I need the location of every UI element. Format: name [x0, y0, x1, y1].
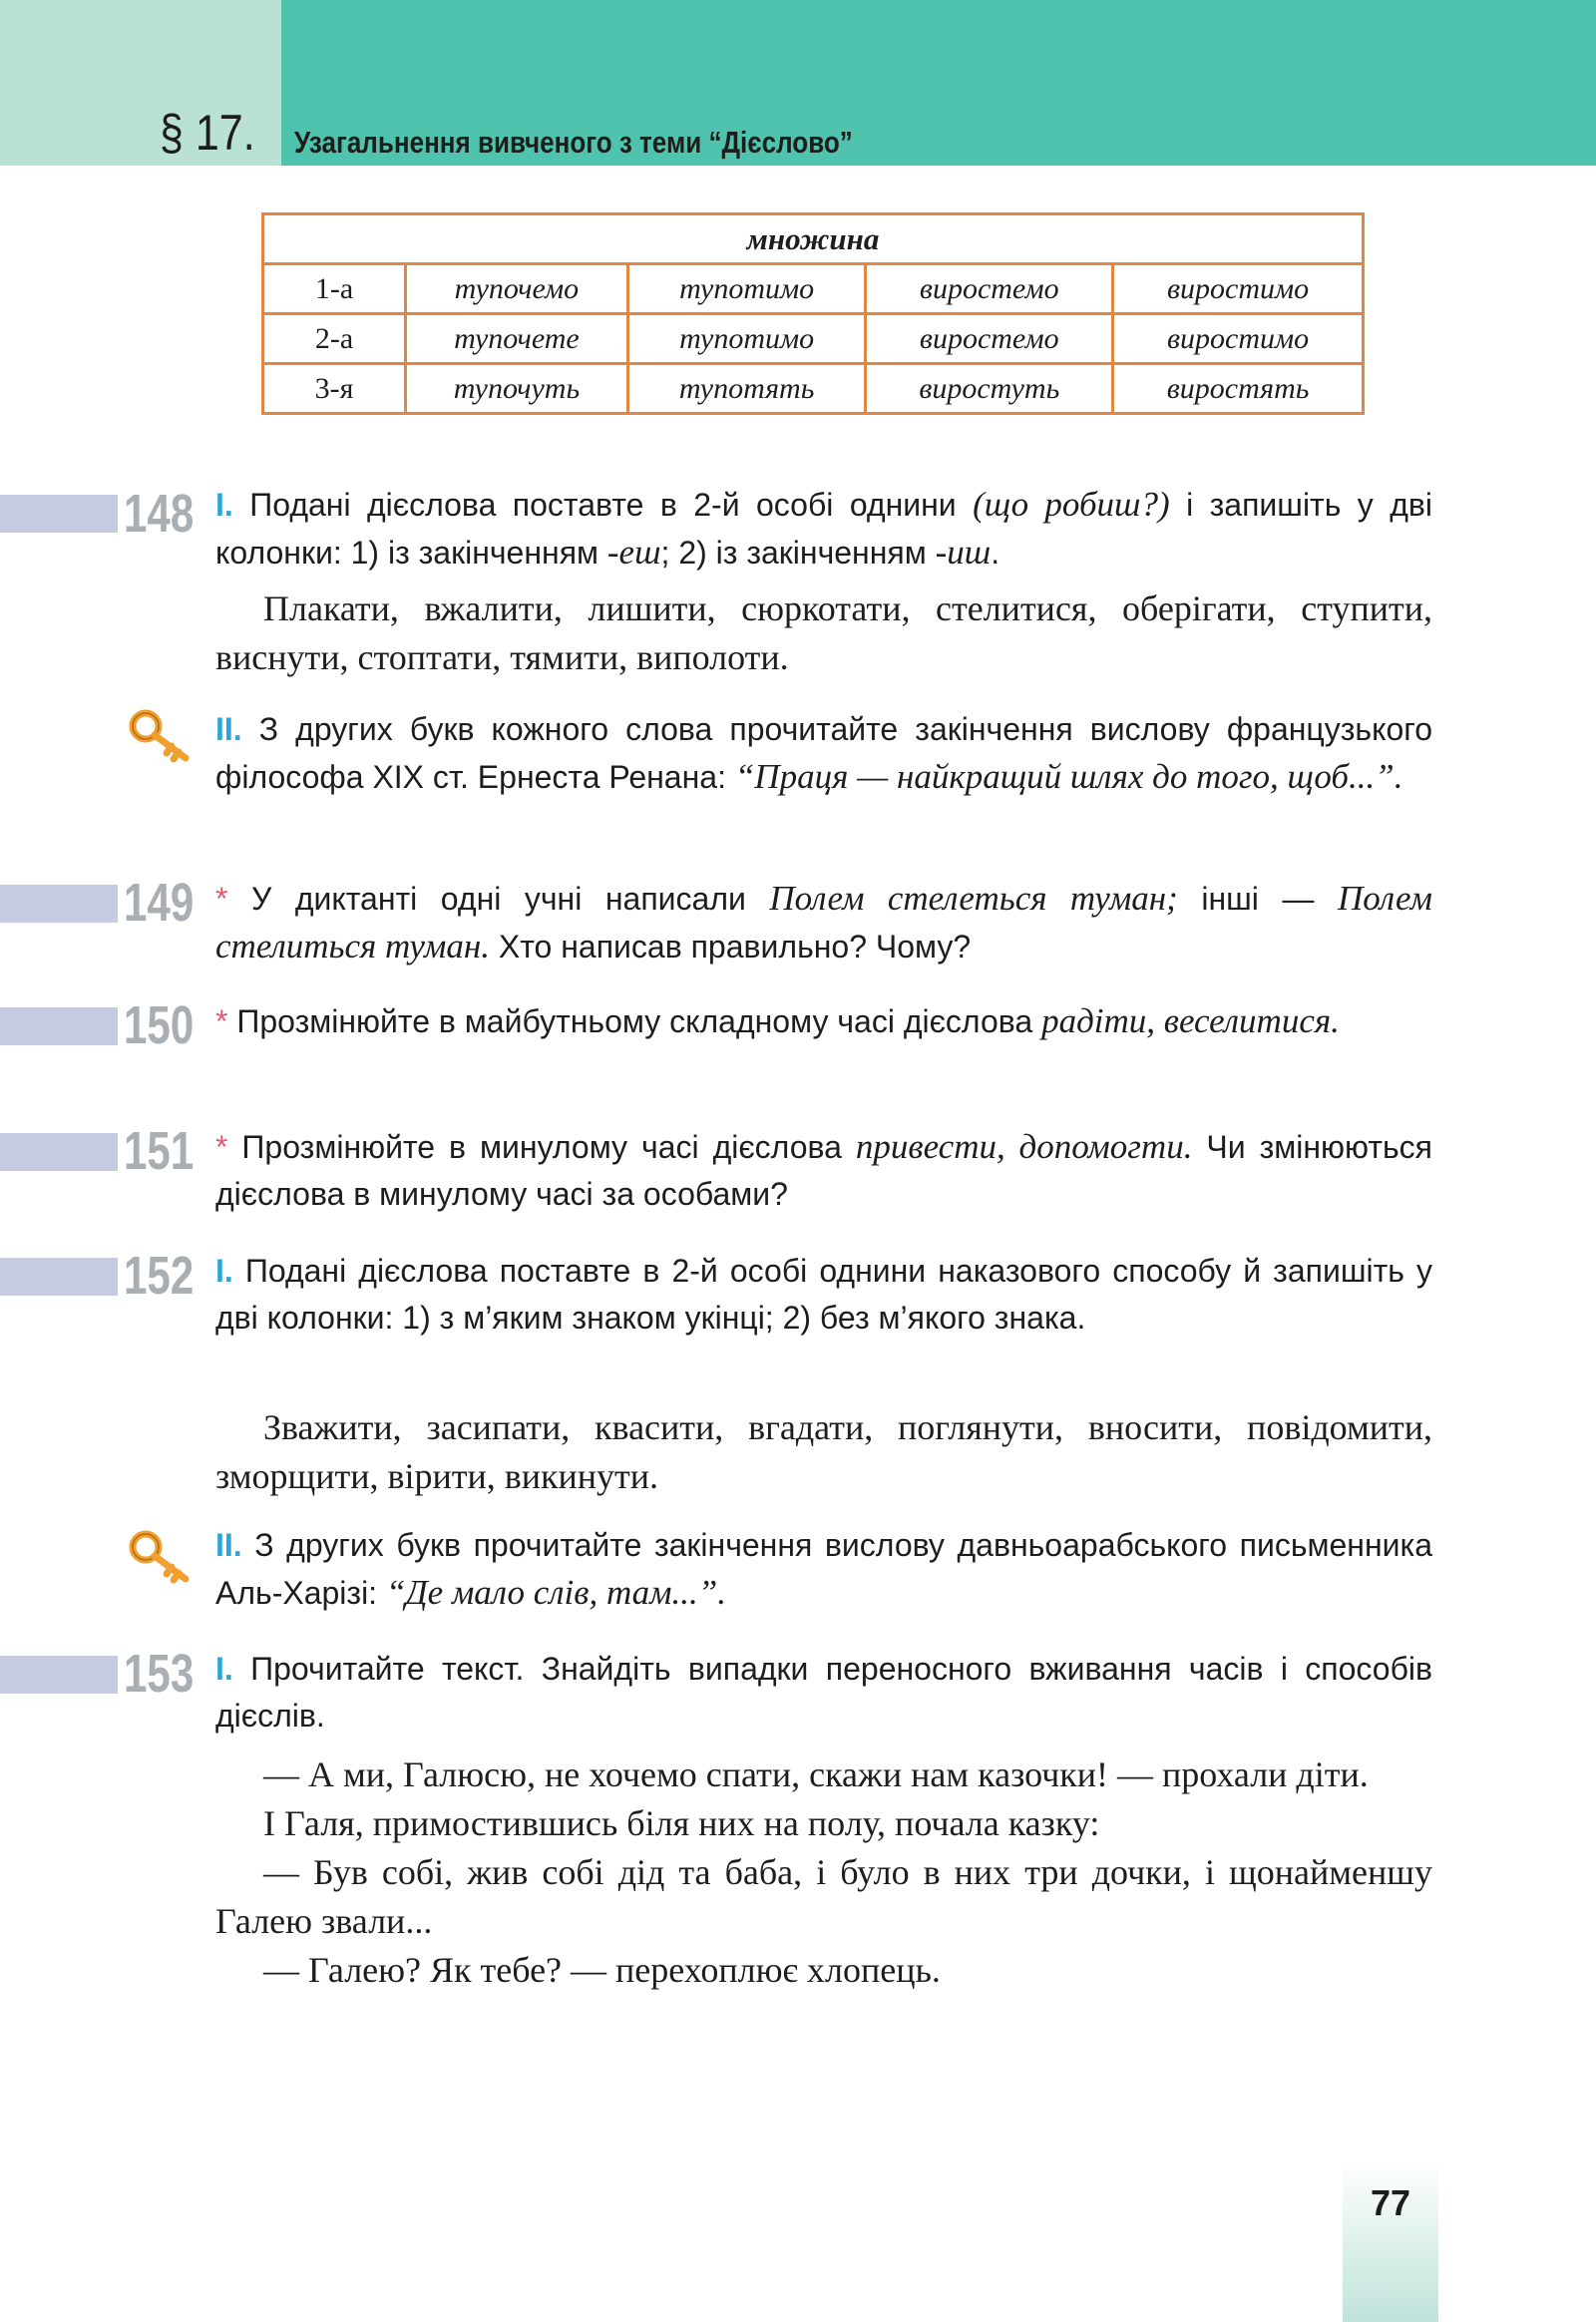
- exercise-152-part2: [215, 1522, 1432, 1617]
- roman-label: І.: [215, 1651, 233, 1687]
- table-cell-person: 1-а: [263, 264, 406, 314]
- exercise-number-149: 149: [124, 873, 195, 933]
- page-number: 77: [1370, 2182, 1411, 2223]
- exercise-148-part2: [215, 706, 1432, 801]
- exercise-153-text: [215, 1750, 1432, 1995]
- exercise-148-part1: [215, 481, 1432, 577]
- exercise-152-part1: [215, 1248, 1432, 1342]
- text-italic: -иш: [935, 533, 992, 572]
- text: Прочитайте текст. Знайдіть випадки переносного вживання часів і способів дієслів.: [215, 1651, 1433, 1734]
- section-title: Узагальнення вивченого з теми “Дієслово”: [294, 125, 853, 160]
- dialog-line: — Галею? Як тебе? — перехоплює хлопець.: [263, 1950, 941, 1990]
- exercise-bar: [0, 1007, 118, 1045]
- exercise-bar: [0, 1133, 118, 1171]
- text-italic: привести, допомогти.: [855, 1127, 1193, 1166]
- table-row: [263, 314, 1364, 364]
- exercise-bar: [0, 885, 118, 923]
- exercise-152-words: Зважити, засипати, квасити, вгадати, поглянути, вносити, повідомити, зморщити, вірити, викинути.: [215, 1407, 1432, 1496]
- text: З других букв прочитайте закінчення вислову давньоарабського письменника Аль-Харізі:: [215, 1527, 1433, 1611]
- text: У диктанті одні учні написали: [250, 881, 770, 917]
- text: ; 2) із закінченням: [660, 535, 936, 571]
- table-heading: множина: [263, 214, 1364, 264]
- text: Чи змінюються дієслова в минулому часі за особами?: [215, 1129, 1432, 1212]
- star-mark: *: [215, 881, 228, 917]
- roman-label: ІІ.: [215, 1527, 242, 1563]
- dialog-line: І Галя, примостившись біля них на полу, почала казку:: [263, 1803, 1100, 1843]
- text-italic: Полем стелеться туман;: [769, 879, 1178, 918]
- exercise-148-words: Плакати, вжалити, лишити, сюркотати, стелитися, оберігати, ступити, виснути, стоптати, тямити, виполоти.: [215, 588, 1432, 677]
- exercise-153-part1: [215, 1646, 1432, 1740]
- table-cell: виростуть: [866, 364, 1113, 414]
- exercise-bar: [0, 1656, 118, 1694]
- exercise-150-text: [215, 997, 1432, 1045]
- text-italic: Полем стелиться туман.: [215, 879, 1433, 966]
- table-cell: тупочемо: [406, 264, 628, 314]
- text: .: [991, 535, 1000, 571]
- quote-italic: “Праця — найкращий шлях до того, щоб...”.: [734, 757, 1403, 796]
- roman-label: І.: [215, 487, 233, 523]
- table-cell: виростимо: [1113, 264, 1364, 314]
- text-italic: радіти, веселитися.: [1041, 1001, 1340, 1040]
- text: Прозмінюйте в майбутньому складному часі дієслова: [236, 1003, 1042, 1039]
- text: і запишіть у дві колонки: 1) із закінченням: [215, 487, 1433, 571]
- table-row: [263, 364, 1364, 414]
- star-mark: *: [215, 1129, 228, 1165]
- text-italic: (що робиш?): [973, 485, 1170, 524]
- exercise-151-text: [215, 1123, 1432, 1218]
- table-cell: виростемо: [866, 264, 1113, 314]
- table-cell: виростять: [1113, 364, 1364, 414]
- section-number: § 17.: [160, 105, 255, 161]
- table-cell: тупотимо: [627, 314, 866, 364]
- exercise-bar: [0, 1258, 118, 1296]
- exercise-number-152: 152: [124, 1246, 195, 1306]
- conjugation-table: [261, 212, 1365, 415]
- table-cell: виростемо: [866, 314, 1113, 364]
- text: Подані дієслова поставте в 2-й особі однини наказового способу й запишіть у дві колонки: 1) з м’яким знаком укінці; 2) без м’якого знака.: [215, 1253, 1433, 1336]
- exercise-number-151: 151: [124, 1121, 195, 1181]
- exercise-number-153: 153: [124, 1644, 195, 1704]
- text-italic: -еш: [606, 533, 661, 572]
- exercise-number-148: 148: [124, 484, 195, 544]
- exercise-bar: [0, 495, 118, 533]
- text: З других букв кожного слова прочитайте закінчення вислову французького філософа XIX ст. Ернеста Ренана:: [215, 711, 1433, 795]
- dialog-line: — А ми, Галюсю, не хочемо спати, скажи нам казочки! — прохали діти.: [263, 1754, 1369, 1794]
- key-icon: [128, 708, 194, 764]
- table-cell: тупотимо: [627, 264, 866, 314]
- key-icon: [128, 1529, 194, 1585]
- table-cell: виростимо: [1113, 314, 1364, 364]
- table-cell: тупочете: [406, 314, 628, 364]
- star-mark: *: [215, 1003, 228, 1039]
- exercise-149-text: [215, 875, 1432, 970]
- table-cell: тупочуть: [406, 364, 628, 414]
- roman-label: ІІ.: [215, 711, 242, 747]
- text: Подані дієслова поставте в 2-й особі однини: [249, 487, 974, 523]
- table-cell-person: 3-я: [263, 364, 406, 414]
- table-cell: тупотять: [627, 364, 866, 414]
- text: Прозмінюйте в минулому часі дієслова: [241, 1129, 856, 1165]
- text: Хто написав правильно? Чому?: [490, 929, 972, 965]
- roman-label: І.: [215, 1253, 233, 1289]
- dialog-line: — Був собі, жив собі дід та баба, і було в них три дочки, і щонайменшу Галею звали...: [215, 1852, 1432, 1941]
- table-row: [263, 264, 1364, 314]
- exercise-number-150: 150: [124, 995, 195, 1055]
- table-cell-person: 2-а: [263, 314, 406, 364]
- quote-italic: “Де мало слів, там...”.: [385, 1573, 726, 1612]
- text: інші —: [1177, 881, 1338, 917]
